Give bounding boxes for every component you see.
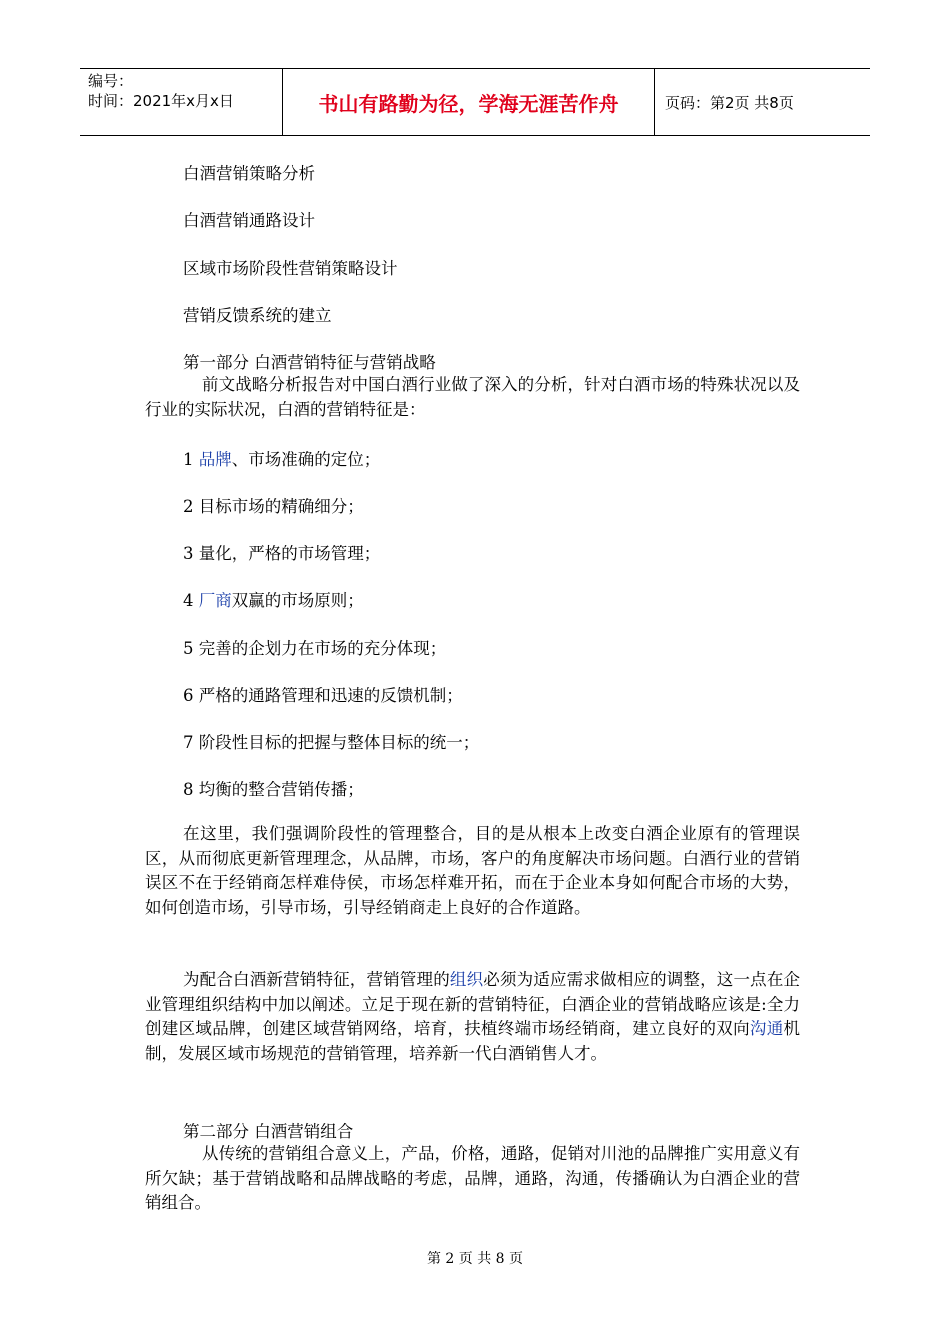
list-item: 5 完善的企划力在市场的充分体现； <box>183 639 447 658</box>
list-item-number: 4 <box>183 591 199 610</box>
organization-link[interactable]: 组织 <box>449 970 484 989</box>
document-header <box>80 68 870 136</box>
paragraph-text: 机制，发展区域市场规范的营销管理，培养新一代白酒销售人才。 <box>145 1019 801 1063</box>
paragraph-text: 为配合白酒新营销特征，营销管理的 <box>183 970 450 989</box>
toc-item: 白酒营销通路设计 <box>183 211 315 230</box>
toc-item: 白酒营销策略分析 <box>183 164 315 183</box>
part1-heading: 第一部分 白酒营销特征与营销战略 <box>183 353 436 372</box>
list-item-text: 双赢的市场原则； <box>231 591 364 610</box>
page-label: 页码：第2页 共8页 <box>665 93 794 112</box>
header-motto-cell <box>283 69 655 135</box>
communication-link[interactable]: 沟通 <box>749 1019 784 1038</box>
part2-intro: 从传统的营销组合意义上，产品，价格，通路，促销对川池的品牌推广实用意义有所欠缺；基于营销战略和品牌战略的考虑，品牌，通路，沟通，传播确认为白酒企业的营销组合。 <box>145 1144 800 1212</box>
body-paragraph <box>145 968 800 1066</box>
list-item: 2 目标市场的精确细分； <box>183 497 364 516</box>
part1-intro: 前文战略分析报告对中国白酒行业做了深入的分析，针对白酒市场的特殊状况以及行业的实际状况，白酒的营销特征是： <box>145 375 800 419</box>
list-item: 8 均衡的整合营销传播； <box>183 780 364 799</box>
part2-heading: 第二部分 白酒营销组合 <box>183 1122 354 1141</box>
time-label: 时间：2021年x月x日 <box>88 92 234 110</box>
body-paragraph: 在这里，我们强调阶段性的管理整合，目的是从根本上改变白酒企业原有的管理误区，从而彻底更新管理理念，从品牌，市场，客户的角度解决市场问题。白酒行业的营销误区不在于经销商怎样难侍侯，市场怎样难开拓，而在于企业本身如何配合市场的大势，如何创造市场，引导市场，引导经销商走上良好的合作道路。 <box>145 824 800 917</box>
list-item: 6 严格的通路管理和迅速的反馈机制； <box>183 686 463 705</box>
list-item: 7 阶段性目标的把握与整体目标的统一； <box>183 733 480 752</box>
list-item-text: 、市场准确的定位； <box>231 450 381 469</box>
list-item: 3 量化，严格的市场管理； <box>183 544 381 563</box>
list-item <box>183 587 364 611</box>
paragraph-text: 必须为适应需求做相应的调整，这一点在企业管理组织结构中加以阐述。立足于现在新的营销特征，白酒企业的营销战略应该是:全力创建区域品牌，创建区域营销网络，培育，扶植终端市场经销商，建立良好的双向 <box>145 970 801 1038</box>
header-meta-cell <box>80 69 283 135</box>
header-page-cell <box>655 69 870 135</box>
list-item-number: 1 <box>183 450 199 469</box>
toc-item: 营销反馈系统的建立 <box>183 306 332 325</box>
page-footer: 第 2 页 共 8 页 <box>426 1251 524 1267</box>
motto-text: 书山有路勤为径，学海无涯苦作舟 <box>318 91 619 116</box>
manufacturer-link[interactable]: 厂商 <box>198 591 232 610</box>
list-item <box>183 446 380 470</box>
brand-link[interactable]: 品牌 <box>198 450 232 469</box>
number-label: 编号： <box>88 72 134 90</box>
toc-item: 区域市场阶段性营销策略设计 <box>183 259 398 278</box>
